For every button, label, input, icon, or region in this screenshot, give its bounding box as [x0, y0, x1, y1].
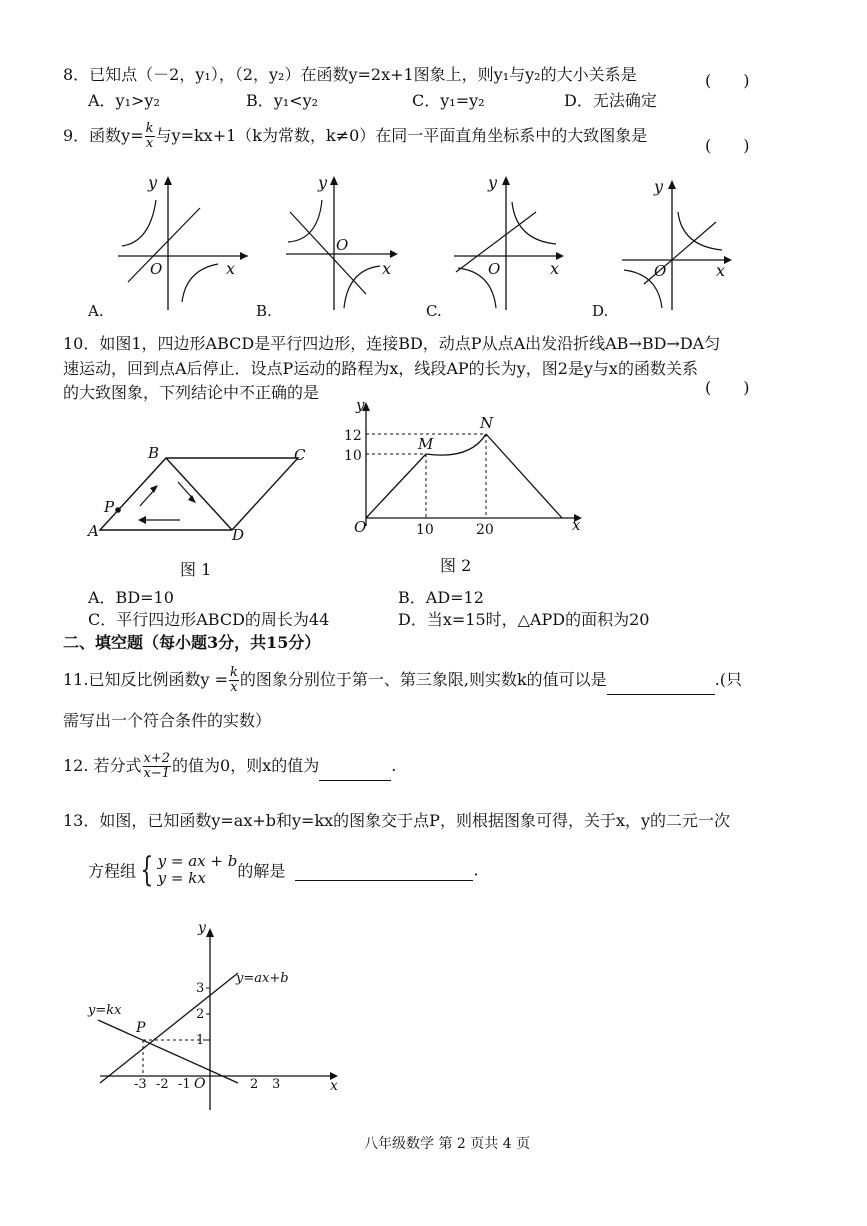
q9-c-x-label: x	[550, 259, 560, 278]
q9-a-y-label: y	[148, 173, 158, 192]
q12-answer-blank[interactable]	[319, 762, 391, 781]
q13-x-tick-neg2: -2	[156, 1077, 169, 1092]
q11-frac-num: k	[229, 665, 238, 680]
q12-frac-den: x−1	[143, 766, 171, 781]
q8-answer-paren: ( )	[705, 71, 750, 90]
q11-frac-den: x	[230, 680, 238, 695]
q8-option-a: A．y₁>y₂	[88, 91, 160, 110]
q13-answer-blank[interactable]	[295, 860, 473, 881]
fig2-y-label: y	[356, 398, 365, 414]
q11-line1	[63, 666, 742, 695]
q9-label-d: D.	[592, 302, 609, 320]
q9-frac-num: k	[145, 121, 154, 136]
q13-x-tick-neg3: -3	[134, 1077, 147, 1092]
q10-fig2-caption: 图 2	[440, 556, 472, 575]
q13-line-axb-label: y=ax+b	[236, 971, 289, 986]
q10-figure-2	[340, 398, 590, 548]
fig1-label-p: P	[104, 498, 115, 516]
fig1-label-b: B	[148, 444, 160, 462]
q9-d-y-label: y	[654, 177, 664, 196]
q9-label-c: C.	[426, 302, 442, 320]
q8-option-c: C．y₁=y₂	[412, 91, 485, 110]
q13-line-kx-label: y=kx	[88, 1003, 122, 1018]
q12-fraction	[143, 752, 172, 781]
q13-x-tick-3: 3	[272, 1077, 281, 1092]
q9-fraction	[145, 122, 155, 151]
q9-b-x-label: x	[382, 259, 392, 278]
q8-option-d: D．无法确定	[564, 91, 657, 110]
q13-x-tick-2: 2	[250, 1077, 259, 1092]
q11-fraction	[229, 666, 239, 695]
q9-graph-b	[256, 173, 398, 320]
fig2-point-m: M	[418, 435, 434, 453]
q10-line1: 10．如图1，四边形ABCD是平行四边形，连接BD，动点P从点A出发沿折线AB→BD→DA匀	[63, 334, 721, 353]
q10-fig1-caption: 图 1	[180, 560, 212, 579]
q10-option-d: D．当x=15时，△APD的面积为20	[398, 610, 650, 629]
fig2-y-tick-10: 10	[344, 448, 362, 464]
q12-frac-num: x+2	[143, 751, 171, 766]
q13-x-tick-neg1: -1	[178, 1077, 191, 1092]
q9-b-origin: O	[336, 236, 349, 254]
q13-graph-origin: O	[194, 1076, 206, 1092]
q9-c-origin: O	[488, 260, 501, 278]
q9-graph-d	[592, 177, 732, 320]
q9-label-b: B.	[256, 302, 272, 320]
q13-system	[158, 853, 238, 887]
fig1-label-d: D	[232, 526, 245, 544]
q11-tail: .(只	[714, 670, 743, 689]
q13-y-tick-2: 2	[196, 1007, 205, 1022]
q13-graph	[80, 918, 350, 1118]
fig2-y-tick-12: 12	[344, 428, 362, 444]
fig2-x-label: x	[572, 516, 581, 534]
q13-graph-point-p: P	[136, 1020, 146, 1036]
q13-eq2: y = kx	[157, 869, 206, 887]
q13-tail: .	[473, 860, 479, 880]
q10-answer-paren: ( )	[705, 378, 750, 397]
q9-stem-prefix: 9．函数y=	[63, 126, 144, 145]
q10-option-c: C．平行四边形ABCD的周长为44	[88, 610, 330, 629]
fig1-label-c: C	[294, 446, 306, 464]
page-footer: 八年级数学 第 2 页共 4 页	[364, 1136, 531, 1152]
q9-frac-den: x	[145, 136, 154, 151]
q9-d-origin: O	[654, 262, 667, 280]
q12-line	[63, 752, 396, 781]
q10-line3: 的大致图象，下列结论中不正确的是	[63, 383, 320, 402]
q13-suffix: 的解是	[237, 861, 286, 881]
q11-answer-blank[interactable]	[607, 676, 715, 695]
fig2-x-tick-20: 20	[476, 522, 494, 538]
q10-option-a: A．BD=10	[88, 588, 174, 607]
fig2-x-tick-10: 10	[416, 522, 434, 538]
q13-graph-x-label: x	[330, 1078, 338, 1094]
fig2-origin: O	[354, 518, 367, 536]
q10-line2: 速运动，回到点A后停止．设点P运动的路程为x，线段AP的长为y，图2是y与x的函数关系	[63, 359, 698, 378]
fig2-point-n: N	[480, 414, 494, 432]
q13-graph-y-label: y	[198, 920, 206, 936]
q8-option-b: B．y₁<y₂	[246, 91, 319, 110]
q9-a-x-label: x	[226, 259, 236, 278]
q13-line1: 13．如图，已知函数y=ax+b和y=kx的图象交于点P，则根据图象可得，关于x，y的二元一次	[63, 811, 731, 830]
q9-graph-a	[87, 173, 248, 320]
q11-prefix: 11.已知反比例函数y =	[63, 670, 228, 689]
q8-stem: 8．已知点（－2，y₁），（2，y₂）在函数y=2x+1图象上，则y₁与y₂的大小关系是	[63, 65, 637, 84]
q11-suffix: 的图象分别位于第一、第三象限,则实数k的值可以是	[239, 670, 607, 689]
q13-y-tick-1: 1	[196, 1033, 205, 1048]
q9-stem-suffix: 与y=kx+1（k为常数，k≠0）在同一平面直角坐标系中的大致图象是	[155, 126, 648, 145]
q12-tail: .	[391, 756, 397, 775]
q12-prefix: 12. 若分式	[63, 756, 142, 775]
q10-option-b: B．AD=12	[398, 588, 484, 607]
q12-suffix: 的值为0，则x的值为	[172, 756, 320, 775]
q9-answer-paren: ( )	[705, 136, 750, 155]
q9-option-graphs	[0, 160, 867, 330]
q9-d-x-label: x	[716, 261, 726, 280]
q9-c-y-label: y	[488, 173, 498, 192]
q13-prefix: 方程组	[88, 861, 137, 881]
q13-y-tick-3: 3	[196, 981, 205, 996]
section-2-title: 二、填空题（每小题3分，共15分）	[63, 633, 321, 652]
q13-line2	[88, 850, 479, 890]
q9-graph-c	[426, 173, 564, 320]
q9-a-origin: O	[150, 260, 163, 278]
q11-line2: 需写出一个符合条件的实数）	[63, 711, 272, 730]
q9-label-a: A.	[88, 302, 104, 320]
q13-eq1: y = ax + b	[157, 852, 238, 870]
q9-stem	[63, 122, 647, 151]
q9-b-y-label: y	[318, 173, 328, 192]
fig1-label-a: A	[88, 522, 99, 540]
q10-figure-1	[80, 438, 330, 548]
q13-system-brace: {	[140, 850, 154, 890]
